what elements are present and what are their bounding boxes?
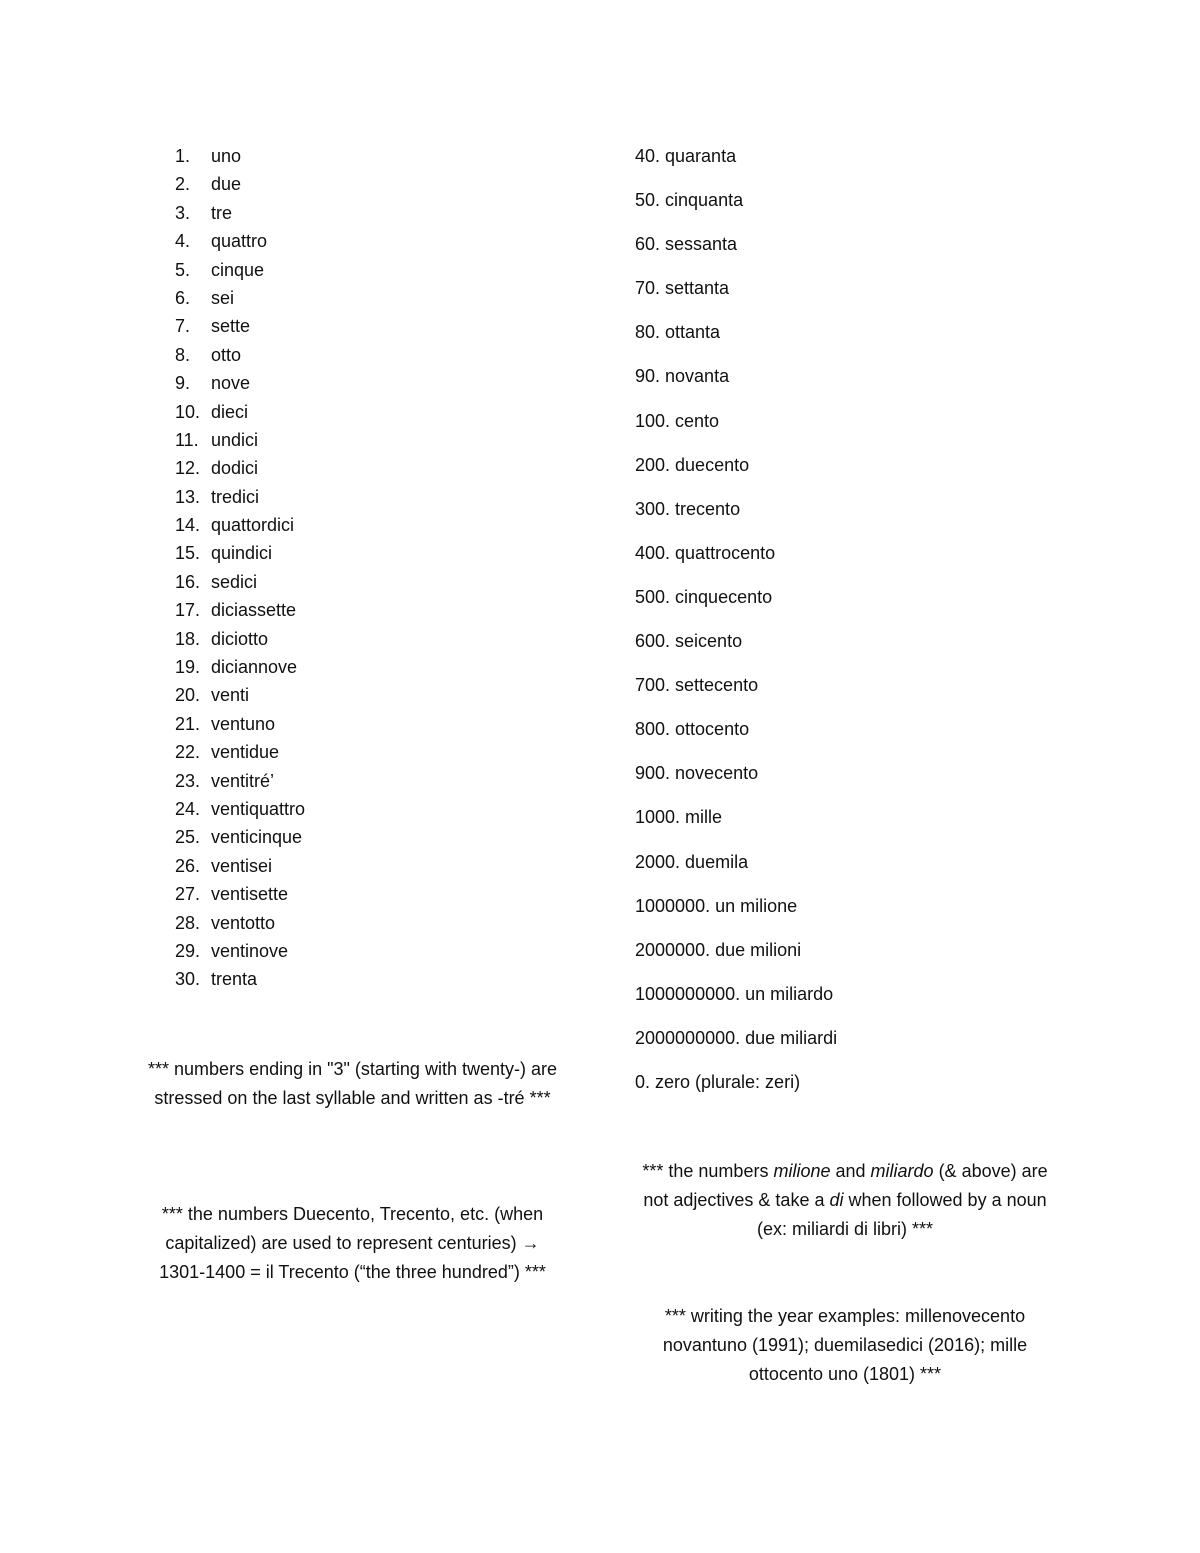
item-number: 21. <box>175 713 201 734</box>
note-text: when followed by a noun (ex: miliardi di libri) *** <box>756 1190 1047 1239</box>
note-text: *** the numbers <box>642 1161 774 1181</box>
item-word: ventisei <box>211 855 273 876</box>
list-item <box>175 568 575 596</box>
item-number: 26. <box>175 855 201 876</box>
list-item <box>175 738 575 766</box>
list-item: 800. ottocento <box>635 719 750 740</box>
item-word: nove <box>211 373 251 394</box>
item-word: diciotto <box>211 628 269 649</box>
item-number: 6. <box>175 287 191 308</box>
item-number: 30. <box>175 969 201 990</box>
item-word: tredici <box>211 486 260 507</box>
item-number: 7. <box>175 316 191 337</box>
list-item: 40. quaranta <box>635 146 737 166</box>
list-item <box>175 341 575 369</box>
item-word: ventidue <box>211 742 280 763</box>
item-number: 5. <box>175 259 191 280</box>
item-number: 4. <box>175 231 191 252</box>
item-number: 15. <box>175 543 201 564</box>
item-word: quattro <box>211 231 268 252</box>
item-word: due <box>211 174 242 195</box>
item-word: ventotto <box>211 912 276 933</box>
note-stress-tre: *** numbers ending in "3" (starting with twenty-) are stressed on the last syllable and written as -tré *** <box>148 1059 557 1108</box>
list-item: 1000. mille <box>635 807 723 828</box>
item-word: ventinove <box>211 940 289 961</box>
item-number: 17. <box>175 600 201 621</box>
list-item: 2000000000. due miliardi <box>635 1027 838 1048</box>
list-item: 0. zero (plurale: zeri) <box>635 1071 801 1092</box>
item-word: otto <box>211 344 242 365</box>
list-item: 70. settanta <box>635 278 730 299</box>
list-item: 900. novecento <box>635 763 759 784</box>
note-emphasis: miliardo <box>870 1161 934 1181</box>
item-number: 24. <box>175 798 201 819</box>
note-year-examples: *** writing the year examples: millenovecento novantuno (1991); duemilasedici (2016); mille ottocento uno (1801) *** <box>662 1306 1028 1384</box>
list-item <box>175 199 575 227</box>
list-item: 2000. duemila <box>635 851 749 872</box>
list-item <box>175 937 575 965</box>
item-number: 9. <box>175 373 191 394</box>
note-centuries: *** the numbers Duecento, Trecento, etc. (when capitalized) are used to represent centuries) → 1301-1400 = il Trecento (“the three hundred”) *** <box>159 1204 546 1282</box>
item-word: sei <box>211 287 235 308</box>
item-number: 18. <box>175 628 201 649</box>
item-word: tre <box>211 202 233 223</box>
note-text: (& above) are not adjectives & take a <box>643 1161 1048 1210</box>
list-item <box>175 227 575 255</box>
list-item: 80. ottanta <box>635 322 721 343</box>
item-word: ventiquattro <box>211 798 306 819</box>
numbers-list-1-30 <box>175 142 575 994</box>
list-item <box>175 625 575 653</box>
item-number: 27. <box>175 884 201 905</box>
item-word: sedici <box>211 571 258 592</box>
list-item <box>175 369 575 397</box>
item-number: 14. <box>175 515 201 536</box>
item-word: venticinque <box>211 827 303 848</box>
list-item <box>175 142 575 170</box>
list-item <box>175 170 575 198</box>
list-item <box>175 539 575 567</box>
item-number: 16. <box>175 571 201 592</box>
item-word: venti <box>211 685 250 706</box>
list-item <box>175 681 575 709</box>
list-item <box>175 852 575 880</box>
list-item <box>175 596 575 624</box>
list-item <box>175 426 575 454</box>
item-word: ventisette <box>211 884 289 905</box>
list-item: 400. quattrocento <box>635 542 776 563</box>
note-text: and <box>830 1161 871 1181</box>
item-word: quattordici <box>211 515 295 536</box>
list-item <box>175 767 575 795</box>
list-item: 200. duecento <box>635 454 750 475</box>
item-number: 2. <box>175 174 191 195</box>
list-item: 1000000000. un miliardo <box>635 983 834 1004</box>
item-number: 22. <box>175 742 201 763</box>
item-word: cinque <box>211 259 265 280</box>
item-number: 13. <box>175 486 201 507</box>
note-emphasis: milione <box>773 1161 831 1181</box>
item-number: 10. <box>175 401 201 422</box>
list-item <box>175 483 575 511</box>
numbers-list-tens-and-large <box>635 142 1115 1112</box>
list-item <box>175 909 575 937</box>
item-word: dieci <box>211 401 249 422</box>
list-item: 60. sessanta <box>635 234 738 255</box>
item-number: 20. <box>175 685 201 706</box>
item-word: ventitré’ <box>211 770 275 791</box>
item-number: 29. <box>175 940 201 961</box>
list-item <box>175 653 575 681</box>
list-item: 300. trecento <box>635 498 741 519</box>
list-item <box>175 823 575 851</box>
item-number: 23. <box>175 770 201 791</box>
list-item: 100. cento <box>635 410 720 431</box>
list-item <box>175 795 575 823</box>
list-item <box>175 965 575 993</box>
list-item <box>175 511 575 539</box>
note-emphasis: di <box>829 1190 844 1210</box>
list-item: 600. seicento <box>635 631 743 652</box>
list-item: 500. cinquecento <box>635 586 773 607</box>
item-word: dodici <box>211 458 259 479</box>
item-number: 3. <box>175 202 191 223</box>
item-number: 19. <box>175 657 201 678</box>
list-item <box>175 880 575 908</box>
list-item <box>175 398 575 426</box>
list-item <box>175 284 575 312</box>
list-item <box>175 312 575 340</box>
list-item <box>175 256 575 284</box>
list-item: 50. cinquanta <box>635 190 744 211</box>
item-word: diciannove <box>211 657 298 678</box>
item-number: 1. <box>175 146 191 166</box>
item-word: uno <box>211 146 242 166</box>
note-milione-miliardo <box>630 1157 1060 1244</box>
item-word: diciassette <box>211 600 297 621</box>
item-word: trenta <box>211 969 258 990</box>
item-word: undici <box>211 429 259 450</box>
list-item <box>175 710 575 738</box>
list-item: 1000000. un milione <box>635 895 798 916</box>
item-number: 12. <box>175 458 201 479</box>
list-item <box>175 454 575 482</box>
item-word: sette <box>211 316 251 337</box>
list-item: 2000000. due milioni <box>635 939 802 960</box>
item-number: 25. <box>175 827 201 848</box>
list-item: 90. novanta <box>635 366 730 387</box>
item-number: 11. <box>175 429 199 450</box>
item-number: 28. <box>175 912 201 933</box>
list-item: 700. settecento <box>635 675 759 696</box>
item-word: quindici <box>211 543 273 564</box>
item-word: ventuno <box>211 713 276 734</box>
item-number: 8. <box>175 344 191 365</box>
